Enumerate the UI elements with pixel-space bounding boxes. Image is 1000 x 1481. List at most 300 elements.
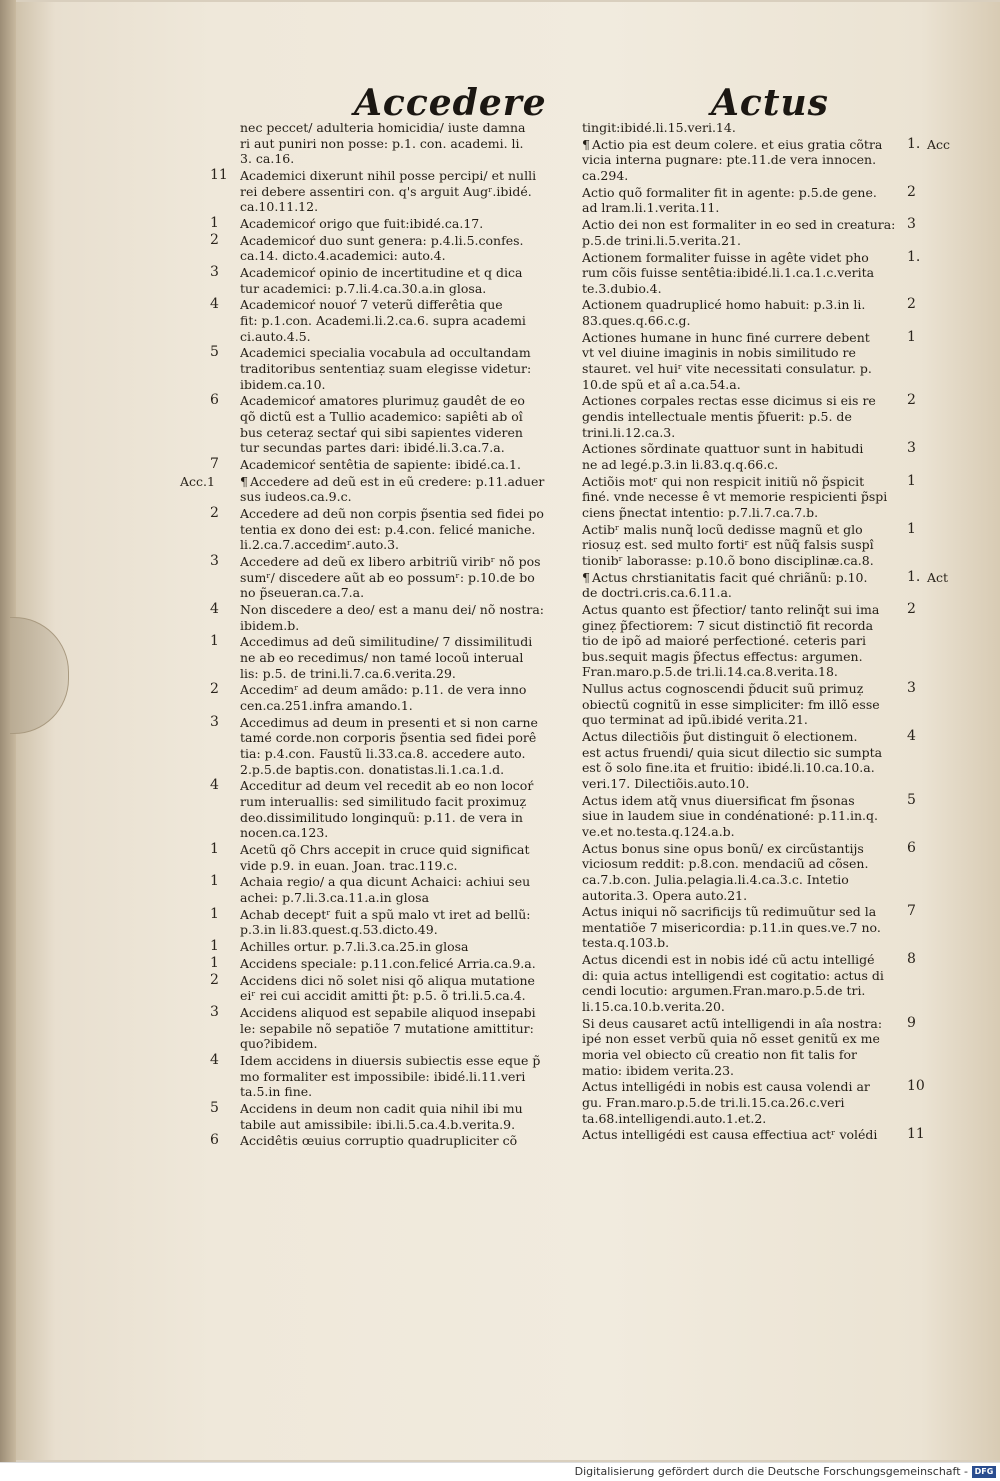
entry-number: 7 — [210, 455, 219, 472]
entry-text: di: quia actus intelligendi est cogitatio: actus di — [582, 967, 884, 983]
entry-line — [582, 137, 914, 153]
entry-text: ri aut puniri non posse: p.1. con. academi. li. — [240, 135, 524, 151]
index-entry — [210, 681, 570, 713]
entry-line — [582, 457, 914, 473]
entry-text: Accidens aliquod est sepabile aliquod insepabi — [240, 1004, 536, 1020]
entry-number: 10 — [907, 1078, 925, 1095]
entry-number: 3 — [210, 713, 219, 730]
index-entry — [582, 602, 914, 680]
entry-line — [582, 745, 914, 761]
entry-text: tur academici: p.7.li.4.ca.30.a.in glosa. — [240, 280, 487, 296]
entry-line — [240, 522, 570, 538]
entry-number: 11 — [907, 1126, 925, 1143]
entry-line — [582, 712, 914, 728]
index-entry — [240, 120, 570, 167]
index-column-right — [582, 120, 951, 1144]
entry-line — [582, 265, 914, 281]
entry-number: 2 — [907, 296, 916, 313]
entry-line — [240, 956, 570, 972]
entry-number: 4 — [210, 1051, 219, 1068]
entry-line — [582, 585, 914, 601]
entry-line — [582, 664, 914, 680]
entry-text: viciosum reddit: p.8.con. mendaciũ ad cõsen. — [582, 856, 869, 872]
index-entry — [210, 713, 570, 777]
entry-text: no p̃seueran.ca.7.a. — [240, 585, 365, 601]
entry-line — [582, 633, 914, 649]
entry-line — [582, 904, 914, 920]
entry-number: 1 — [210, 954, 219, 971]
entry-line — [240, 345, 570, 361]
entry-number: 1. — [907, 568, 921, 585]
entry-text: Academicoŕ nouoŕ 7 veterũ differêtia que — [240, 297, 503, 313]
index-column-left — [180, 120, 570, 1150]
entry-number: 1 — [210, 214, 219, 231]
entry-line — [240, 537, 570, 553]
entry-line — [582, 793, 914, 809]
entry-line — [240, 570, 570, 586]
entry-number: 2 — [210, 971, 219, 988]
entry-text: ibidem.ca.10. — [240, 376, 326, 392]
entry-line — [582, 1047, 914, 1063]
entry-line — [582, 345, 914, 361]
entry-line — [582, 377, 914, 393]
entry-line — [582, 1127, 914, 1143]
entry-line — [582, 200, 914, 216]
index-entry — [582, 185, 914, 216]
entry-line — [240, 1101, 570, 1117]
entry-text: rei debere assentiri con. q's arguit Augʳ.ibidé. — [240, 183, 532, 199]
index-entry — [210, 1051, 570, 1100]
entry-line — [240, 248, 570, 264]
entry-text: de doctri.cris.ca.6.11.a. — [582, 585, 732, 601]
entry-text: Achab deceptʳ fuit a spũ malo vt iret ad bellũ: — [240, 906, 531, 922]
entry-number: 2 — [907, 183, 916, 200]
entry-line — [240, 489, 570, 505]
entry-number: 2 — [907, 392, 916, 409]
entry-line — [240, 874, 570, 890]
entry-line — [582, 1016, 914, 1032]
entry-text: cen.ca.251.infra amando.1. — [240, 698, 413, 713]
entry-text: Accedere ad deũ est in eũ credere: p.11.aduer — [250, 473, 545, 489]
entry-line — [240, 151, 570, 167]
index-entry — [210, 166, 570, 215]
entry-number: 6 — [907, 839, 916, 856]
entry-line — [240, 778, 570, 794]
entry-number: 1 — [210, 873, 219, 890]
entry-line — [240, 313, 570, 329]
entry-line — [240, 474, 570, 490]
entry-line — [240, 361, 570, 377]
entry-text: li.15.ca.10.b.verita.20. — [582, 999, 725, 1015]
entry-line — [582, 1095, 914, 1111]
entry-number: 5 — [210, 344, 219, 361]
entry-text: obiectũ cognitũ in esse simpliciter: fm illõ esse — [582, 696, 880, 712]
entry-text: Achilles ortur. p.7.li.3.ca.25.in glosa — [240, 939, 469, 955]
index-entry — [210, 601, 570, 633]
entry-line — [582, 824, 914, 840]
entry-number: 4 — [210, 296, 219, 313]
entry-line — [240, 554, 570, 570]
entry-text: Si deus causaret actũ intelligendi in aîa nostra: — [582, 1015, 883, 1031]
entry-line — [582, 313, 914, 329]
entry-line — [582, 697, 914, 713]
entry-line — [582, 330, 914, 346]
credit-strip — [0, 1462, 1000, 1481]
entry-text: Accedimus ad deũ similitudine/ 7 dissimilitudi — [240, 634, 533, 650]
entry-line — [582, 888, 914, 904]
margin-keyword: Acc.1 — [180, 473, 215, 489]
index-entry — [210, 1099, 570, 1132]
index-entry — [582, 1126, 925, 1143]
entry-line — [240, 1133, 570, 1149]
entry-text: Actiones corpales rectas esse dicimus si eis re — [582, 393, 876, 409]
entry-text: tentia ex dono dei est: p.4.con. felicé maniche. — [240, 521, 536, 537]
entry-text: siue in laudem siue in condénationé: p.11.in.q. — [582, 808, 878, 824]
entry-number: 1 — [210, 633, 219, 650]
entry-line — [240, 618, 570, 634]
index-entry — [582, 1016, 914, 1078]
entry-text: Actus bonus sine opus bonũ/ ex circũstantijs — [582, 840, 864, 856]
entry-text: Acceditur ad deum vel recedit ab eo non locoŕ — [240, 778, 534, 794]
entry-text: Nullus actus cognoscendi p̃ducit suũ primuẓ — [582, 681, 864, 697]
entry-text: gendis intellectuale mentis p̃fuerit: p.5. de — [582, 409, 852, 424]
entry-line — [240, 762, 570, 778]
entry-line — [240, 393, 570, 409]
entry-line — [582, 1031, 914, 1047]
entry-line — [240, 1069, 570, 1085]
entry-text: rum interuallis: sed similitudo facit proximuẓ — [240, 793, 527, 809]
entry-text: Accedimus ad deum in presenti et si non carne — [240, 714, 538, 730]
index-entry — [210, 633, 570, 681]
entry-text: Accidêtis œuius corruptio quadrupliciter cõ — [240, 1133, 518, 1149]
entry-line — [240, 457, 570, 473]
entry-line — [240, 715, 570, 731]
entry-line — [240, 810, 570, 826]
index-entry — [210, 905, 570, 938]
entry-text: est actus fruendi/ quia sicut dilectio sic sumpta — [582, 744, 883, 760]
entry-text: Academicoŕ amatores plurimuẓ gaudêt de eo — [240, 393, 525, 409]
entry-line — [582, 393, 914, 409]
entry-text: ta.5.in fine. — [240, 1084, 313, 1100]
entry-text: mo formaliter est impossibile: ibidé.li.11.veri — [240, 1068, 526, 1084]
entry-line — [582, 729, 914, 745]
entry-text: ipé non esset verbũ quia nõ esset genitũ ex me — [582, 1031, 880, 1047]
entry-text: Actus intelligédi in nobis est causa volendi ar — [582, 1079, 870, 1095]
index-entry — [210, 505, 570, 553]
entry-line — [582, 841, 914, 857]
entry-text: Non discedere a deo/ est a manu dei/ nõ nostra: — [240, 602, 544, 618]
entry-text: gineẓ p̃fectiorem: 7 sicut distinctiõ fit recorda — [582, 617, 874, 633]
entry-line — [582, 760, 914, 776]
entry-text: p.3.in li.83.quest.q.53.dicto.49. — [240, 922, 438, 938]
entry-text: Fran.maro.p.5.de tri.li.14.ca.8.verita.18. — [582, 664, 838, 680]
index-entry — [210, 840, 570, 873]
entry-line — [240, 265, 570, 281]
index-entry — [582, 297, 914, 328]
entry-line — [240, 842, 570, 858]
entry-text: Actio pia est deum colere. et eius gratia cõtra — [592, 136, 883, 152]
entry-text: Actionem quadruplicé homo habuit: p.3.in li. — [582, 297, 866, 313]
entry-line — [240, 1084, 570, 1100]
entry-text: stauret. vel huiʳ vite necessitati consulatur. p. — [582, 361, 872, 377]
entry-line — [240, 1117, 570, 1133]
entry-number: 1. — [907, 135, 921, 152]
entry-number: 2 — [210, 231, 219, 248]
entry-text: vicia interna pugnare: pte.11.de vera innocen. — [582, 152, 877, 168]
entry-text: ciens p̃nectat intentio: p.7.li.7.ca.7.b. — [582, 504, 819, 520]
entry-text: finé. vnde necesse ê vt memorie respicienti p̃spi — [582, 489, 888, 505]
entry-text: Actiõis motʳ qui non respicit initiũ nõ p̃spicit — [582, 473, 865, 489]
entry-text: Actionem formaliter fuisse in agête videt pho — [582, 249, 869, 265]
entry-text: testa.q.103.b. — [582, 935, 670, 951]
entry-number: 1 — [907, 328, 916, 345]
paragraph-mark: ¶ — [582, 136, 590, 152]
index-entry — [210, 954, 570, 972]
entry-line — [582, 570, 914, 586]
entry-text: Achaia regio/ a qua dicunt Achaici: achiui seu — [240, 874, 531, 890]
index-entry — [582, 681, 914, 728]
index-entry — [210, 296, 570, 344]
entry-line — [240, 377, 570, 393]
entry-line — [582, 983, 914, 999]
entry-text: Acetũ qõ Chrs accepit in cruce quid significat — [240, 841, 530, 857]
entry-line — [240, 425, 570, 441]
margin-keyword: Acc — [927, 136, 951, 152]
entry-text: ci.auto.4.5. — [240, 328, 311, 344]
entry-text: fit: p.1.con. Academi.li.2.ca.6. supra academi — [240, 313, 526, 329]
entry-number: 4 — [210, 601, 219, 618]
entry-line — [582, 649, 914, 665]
entry-text: Actus dilectiõis p̃ut distinguit õ electionem. — [582, 729, 858, 745]
entry-line — [582, 618, 914, 634]
entry-text: Actus idem atq̃ vnus diuersificat fm p̃sonas — [582, 792, 855, 808]
entry-text: ca.7.b.con. Julia.pelagia.li.4.ca.3.c. Intetio — [582, 871, 849, 887]
index-entry — [210, 777, 570, 841]
entry-text: sumʳ/ discedere aũt ab eo possumʳ: p.10.de bo — [240, 569, 535, 585]
index-entry — [210, 1003, 570, 1052]
entry-line — [582, 409, 914, 425]
entry-text: Actiones humane in hunc finé currere debent — [582, 329, 870, 345]
entry-number: 4 — [907, 728, 916, 745]
entry-number: 8 — [907, 951, 916, 968]
entry-line — [582, 681, 914, 697]
entry-line — [582, 1079, 914, 1095]
entry-line — [582, 474, 914, 490]
entry-line — [240, 650, 570, 666]
entry-text: ta.68.intelligendi.auto.1.et.2. — [582, 1110, 767, 1126]
entry-text: Accidens dici nõ solet nisi qõ aliqua mutatione — [240, 972, 535, 988]
entry-text: eiʳ rei cui accidit amitti p̃t: p.5. õ tri.li.5.ca.4. — [240, 988, 526, 1004]
entry-number: 3 — [210, 264, 219, 281]
running-head-right: Actus — [711, 82, 829, 124]
entry-line — [240, 1036, 570, 1052]
entry-text: tabile aut amissibile: ibi.li.5.ca.4.b.verita.9. — [240, 1116, 516, 1132]
entry-line — [582, 537, 914, 553]
entry-number: 2 — [907, 601, 916, 618]
index-entry — [210, 214, 570, 232]
entry-line — [582, 185, 914, 201]
entry-text: Academicoŕ opinio de incertitudine et q dica — [240, 265, 523, 281]
entry-line — [240, 409, 570, 425]
entry-text: bus ceteraẓ sectaŕ qui sibi sapientes videren — [240, 424, 523, 440]
entry-text: 2.p.5.de baptis.con. donatistas.li.1.ca.1.d. — [240, 761, 505, 777]
entry-line — [582, 935, 914, 951]
paragraph-mark: ¶ — [240, 473, 248, 489]
entry-line — [582, 808, 914, 824]
entry-text: ca.10.11.12. — [240, 199, 319, 215]
entry-text: tionibʳ laborasse: p.10.õ bono disciplinæ.ca.8. — [582, 552, 874, 568]
entry-text: li.2.ca.7.accedimʳ.auto.3. — [240, 537, 399, 553]
entry-text: lis: p.5. de trini.li.7.ca.6.verita.29. — [240, 665, 456, 681]
entry-text: veri.17. Dilectiõis.auto.10. — [582, 775, 750, 791]
index-entry — [210, 971, 570, 1004]
index-entry — [582, 952, 914, 1014]
entry-line — [582, 522, 914, 538]
entry-text: le: sepabile nõ sepatiõe 7 mutatione amittitur: — [240, 1020, 534, 1036]
entry-text: 3. ca.16. — [240, 151, 295, 167]
entry-line — [240, 440, 570, 456]
entry-line — [240, 634, 570, 650]
index-entry — [582, 568, 949, 601]
entry-number: 7 — [907, 903, 916, 920]
entry-line — [582, 1111, 914, 1127]
entry-line — [582, 920, 914, 936]
entry-line — [240, 730, 570, 746]
entry-line — [240, 794, 570, 810]
entry-text: vide p.9. in euan. Joan. trac.119.c. — [240, 857, 458, 873]
entry-number: 1 — [907, 472, 916, 489]
entry-text: 83.ques.q.66.c.g. — [582, 313, 691, 329]
entry-text: quo terminat ad ipũ.ibidé verita.21. — [582, 712, 808, 728]
running-head-left: Accedere — [354, 82, 547, 124]
entry-line — [582, 489, 914, 505]
entry-line — [240, 199, 570, 215]
entry-number: 11 — [210, 166, 228, 183]
index-entry — [210, 873, 570, 905]
entry-text: ibidem.b. — [240, 617, 300, 633]
entry-text: qõ dictũ est a Tullio academico: sapiêti ab oî — [240, 409, 523, 424]
entry-text: est õ solo fine.ita et fruitio: ibidé.li.10.ca.10.a. — [582, 760, 875, 776]
entry-text: moria vel obiecto cũ creatio non fit talis for — [582, 1047, 857, 1062]
entry-text: Actiones sõrdinate quattuor sunt in habitudi — [582, 441, 864, 457]
entry-line — [582, 152, 914, 168]
index-entry — [210, 938, 570, 955]
entry-text: Actus chrstianitatis facit qué chriãnũ: p.10. — [592, 569, 868, 585]
entry-line — [582, 553, 914, 569]
index-entry — [210, 264, 570, 296]
entry-text: Actibʳ malis nunq̃ locũ dedisse magnũ et glo — [582, 521, 863, 537]
entry-text: Academicoŕ duo sunt genera: p.4.li.5.confes. — [240, 232, 524, 248]
entry-text: tia: p.4.con. Faustũ li.33.ca.8. accedere auto. — [240, 745, 526, 761]
entry-text: cendi locutio: argumen.Fran.maro.p.5.de tri. — [582, 983, 866, 999]
entry-text: p.5.de trini.li.5.verita.21. — [582, 232, 741, 248]
index-entry — [582, 729, 914, 791]
entry-text: Academici dixerunt nihil posse percipi/ et nulli — [240, 167, 537, 183]
entry-text: vt vel diuine imaginis in nobis similitudo re — [582, 345, 856, 361]
entry-line — [240, 922, 570, 938]
entry-line — [240, 939, 570, 955]
index-entry — [582, 474, 914, 521]
index-entry — [180, 473, 570, 505]
index-entry — [582, 904, 914, 951]
entry-text: nec peccet/ adulteria homicidia/ iuste damna — [240, 120, 526, 135]
entry-text: quo?ibidem. — [240, 1036, 318, 1052]
entry-text: bus.sequit magis p̃fectus effectus: argumen. — [582, 648, 863, 664]
paragraph-mark: ¶ — [582, 569, 590, 585]
entry-text: Actio quõ formaliter fit in agente: p.5.de gene. — [582, 184, 877, 200]
entry-line — [582, 952, 914, 968]
entry-text: nocen.ca.123. — [240, 825, 329, 841]
entry-text: tur secundas partes dari: ibidé.li.3.ca.7.a. — [240, 440, 505, 456]
entry-line — [240, 297, 570, 313]
entry-text: deo.dissimilitudo longinquũ: p.11. de vera in — [240, 809, 523, 825]
entry-line — [582, 441, 914, 457]
entry-text: riosuẓ est. sed multo fortiʳ est nũq̃ falsis suspî — [582, 537, 874, 553]
margin-keyword: Act — [927, 569, 949, 585]
entry-line — [240, 136, 570, 152]
entry-line — [582, 856, 914, 872]
entry-text: ca.294. — [582, 167, 629, 183]
entry-line — [582, 120, 914, 136]
index-entry — [582, 393, 914, 440]
entry-text: achei: p.7.li.3.ca.11.a.in glosa — [240, 889, 430, 905]
entry-text: Accedimʳ ad deum amãdo: p.11. de vera inno — [240, 682, 527, 698]
entry-line — [582, 361, 914, 377]
entry-line — [582, 281, 914, 297]
entry-line — [582, 297, 914, 313]
entry-line — [240, 825, 570, 841]
entry-line — [240, 216, 570, 232]
entry-text: tingit:ibidé.li.15.veri.14. — [582, 120, 736, 135]
entry-line — [240, 907, 570, 923]
entry-text: Academicoŕ origo que fuit:ibidé.ca.17. — [240, 215, 484, 231]
entry-text: tio de ipõ ad maioré perfectioné. ceteris pari — [582, 633, 866, 649]
entry-number: 1 — [210, 905, 219, 922]
entry-text: traditoribus sententiaẓ suam elegisse videtur: — [240, 361, 532, 377]
index-entry — [210, 392, 570, 456]
entry-text: Academici specialia vocabula ad occultandam — [240, 345, 531, 361]
entry-number: 3 — [210, 553, 219, 570]
entry-number: 2 — [210, 505, 219, 522]
entry-text: rum cõis fuisse sentêtia:ibidé.li.1.ca.1.c.verita — [582, 265, 875, 281]
entry-line — [582, 999, 914, 1015]
entry-number: 9 — [907, 1014, 916, 1031]
index-entry — [582, 522, 914, 569]
entry-line — [240, 281, 570, 297]
entry-text: ne ab eo recedimus/ non tamé locoũ interual — [240, 650, 524, 666]
entry-number: 1 — [210, 938, 219, 955]
index-entry — [582, 1078, 925, 1126]
entry-number: 1. — [907, 248, 921, 265]
index-entry — [210, 231, 570, 264]
entry-text: sus iudeos.ca.9.c. — [240, 489, 352, 505]
entry-line — [240, 506, 570, 522]
entry-text: te.3.dubio.4. — [582, 280, 662, 296]
entry-line — [582, 233, 914, 249]
entry-line — [240, 602, 570, 618]
entry-line — [582, 968, 914, 984]
entry-line — [240, 988, 570, 1004]
entry-text: 10.de spũ et aî a.ca.54.a. — [582, 376, 741, 392]
index-entry — [582, 248, 921, 297]
entry-line — [240, 682, 570, 698]
entry-text: Accedere ad deũ non corpis p̃sentia sed fidei po — [240, 506, 544, 522]
index-entry — [582, 441, 914, 472]
entry-number: 5 — [907, 791, 916, 808]
entry-text: mentatiõe 7 misericordia: p.11.in ques.ve.7 no. — [582, 919, 881, 935]
entry-number: 6 — [210, 1132, 219, 1149]
index-entry — [582, 330, 914, 392]
